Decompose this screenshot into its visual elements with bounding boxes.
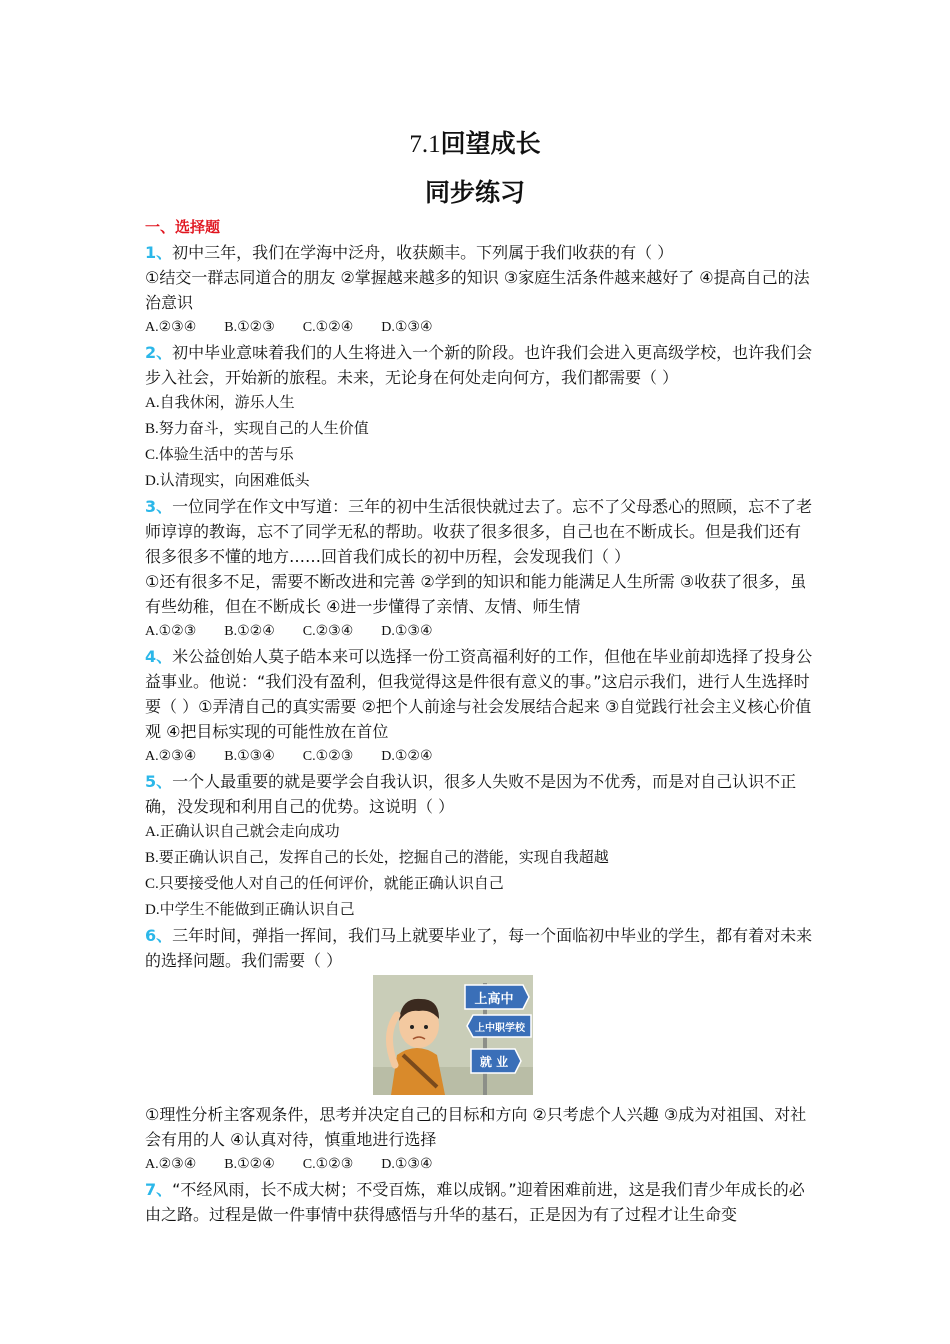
question-2-stem: 2、初中毕业意味着我们的人生将进入一个新的阶段。也许我们会进入更高级学校，也许我们会步入社会，开始新的旅程。未来，无论身在何处走向何方，我们都需要（ ）	[145, 343, 813, 387]
choice-d: D.①③④	[381, 1157, 433, 1172]
choice-b: B.①③④	[224, 749, 275, 764]
choice-a: A.②③④	[145, 749, 197, 764]
choice-d: D.①③④	[381, 320, 433, 335]
choice-a: A.①②③	[145, 624, 197, 639]
question-1-items: ①结交一群志同道合的朋友 ②掌握越来越多的知识 ③家庭生活条件越来越好了 ④提高自己的法治意识	[145, 268, 810, 312]
document-title: 7.1回望成长	[409, 129, 541, 158]
choice-a: A.②③④	[145, 320, 197, 335]
document-subtitle: 同步练习	[424, 178, 525, 207]
right-eye	[424, 1025, 428, 1029]
question-number: 3、	[145, 497, 173, 516]
question-5-stem: 5、一个人最重要的就是要学会自我认识，很多人失败不是因为不优秀，而是对自己认识不正确，没发现和利用自己的优势。这说明（ ）	[145, 772, 797, 816]
choice-c: C.体验生活中的苦与乐	[145, 445, 294, 463]
section-heading: 一、选择题	[145, 218, 221, 236]
question-number: 4、	[145, 647, 173, 666]
choice-b: B.①②④	[224, 624, 275, 639]
choice-d: D.中学生不能做到正确认识自己	[145, 900, 355, 918]
question-4-choices	[145, 744, 815, 769]
sign-vocational-text: 上中职学校	[475, 1023, 525, 1034]
question-list	[145, 240, 815, 1227]
choice-b: B.①②④	[224, 1157, 275, 1172]
question-3-stem: 3、一位同学在作文中写道：三年的初中生活很快就过去了。忘不了父母悉心的照顾，忘不了老师谆谆的教诲，忘不了同学无私的帮助。收获了很多很多，自己也在不断成长。但是我们还有很多很多不懂的地方……回首我们成长的初中历程，会发现我们（ ）	[145, 497, 813, 566]
question-number: 5、	[145, 772, 173, 791]
choice-b: B.①②③	[224, 320, 275, 335]
question-1-choices	[145, 315, 815, 340]
question-7-stem: 7、“不经风雨，长不成大树；不受百炼，难以成钢。”迎着困难前进，这是我们青少年成长的必由之路。过程是做一件事情中获得感悟与升华的基石，正是因为有了过程才让生命变	[145, 1180, 805, 1224]
crossroads-illustration	[373, 975, 533, 1095]
question-6-items: ①理性分析主客观条件，思考并决定自己的目标和方向 ②只考虑个人兴趣 ③成为对祖国、对社会有用的人 ④认真对待，慎重地进行选择	[145, 1105, 807, 1149]
choice-c: C.①②③	[302, 1157, 354, 1172]
question-number: 6、	[145, 926, 173, 945]
choice-c: C.①②③	[302, 749, 354, 764]
choice-a: A.自我休闲，游乐人生	[145, 393, 295, 411]
left-eye	[410, 1025, 414, 1029]
choice-c: C.②③④	[302, 624, 354, 639]
question-3-items: ①还有很多不足，需要不断改进和完善 ②学到的知识和能力能满足人生所需 ③收获了很多，虽有些幼稚，但在不断成长 ④进一步懂得了亲情、友情、师生情	[145, 572, 807, 616]
sign-employment-text: 就 业	[479, 1055, 509, 1069]
choice-d: D.认清现实，向困难低头	[145, 471, 310, 489]
question-number: 1、	[145, 243, 173, 262]
choice-c: C.只要接受他人对自己的任何评价，就能正确认识自己	[145, 874, 504, 892]
choice-d: D.①③④	[381, 624, 433, 639]
question-number: 7、	[145, 1180, 173, 1199]
choice-c: C.①②④	[302, 320, 354, 335]
choice-b: B.努力奋斗，实现自己的人生价值	[145, 419, 369, 437]
question-3-choices	[145, 619, 815, 644]
question-6-choices	[145, 1152, 815, 1177]
question-6-stem: 6、三年时间，弹指一挥间，我们马上就要毕业了，每一个面临初中毕业的学生，都有着对未来的选择问题。我们需要（ ）	[145, 926, 813, 970]
choice-a: A.②③④	[145, 1157, 197, 1172]
choice-a: A.正确认识自己就会走向成功	[145, 822, 340, 840]
choice-b: B.要正确认识自己，发挥自己的长处，挖掘自己的潜能，实现自我超越	[145, 848, 609, 866]
question-number: 2、	[145, 343, 173, 362]
question-1-stem: 1、初中三年，我们在学海中泛舟，收获颇丰。下列属于我们收获的有（ ）	[145, 243, 674, 262]
figure-container	[145, 975, 815, 1099]
question-4-stem: 4、米公益创始人莫子皓本来可以选择一份工资高福利好的工作，但他在毕业前却选择了投身公益事业。他说：“我们没有盈利，但我觉得这是件很有意义的事。”这启示我们，进行人生选择时要（ ）①弄清自己的真实需要 ②把个人前途与社会发展结合起来 ③自觉践行社会主义核心价值观 ④把目标实现的可能性放在首位	[145, 647, 813, 741]
sign-high-school-text: 上高中	[474, 992, 514, 1007]
choice-d: D.①②④	[381, 749, 433, 764]
